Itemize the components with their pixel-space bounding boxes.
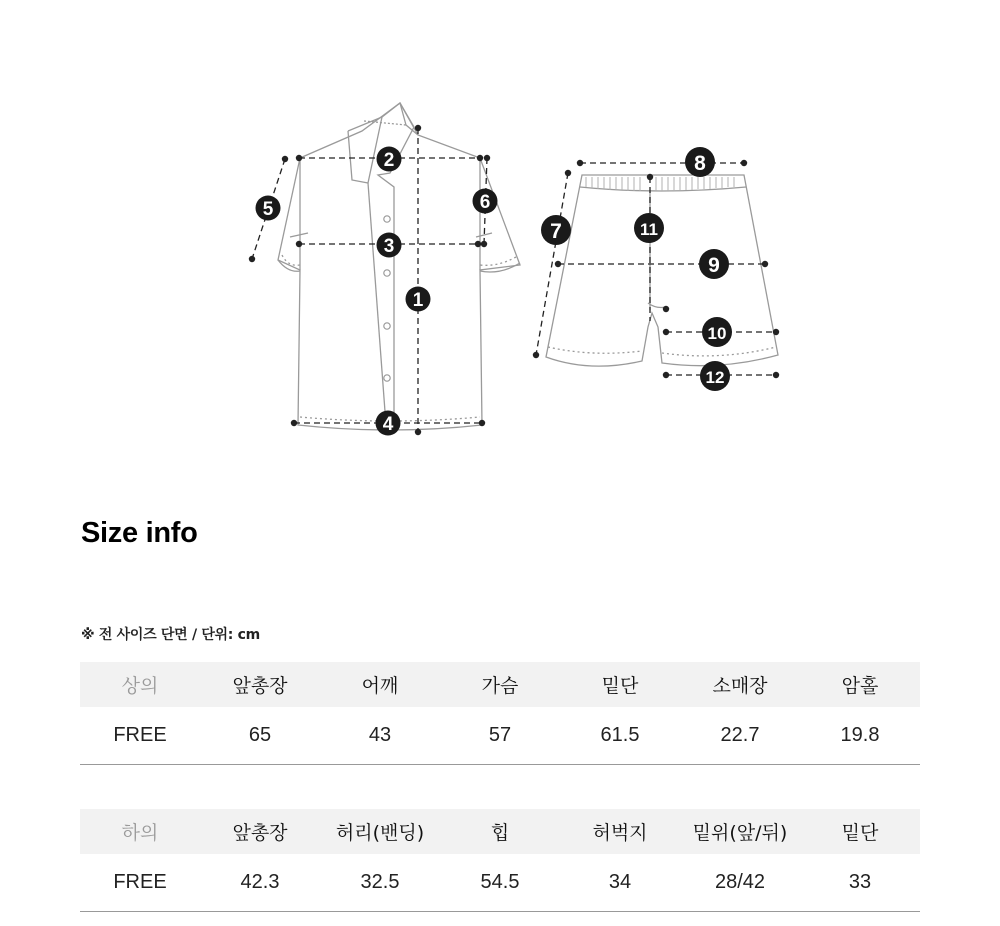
svg-text:10: 10: [707, 324, 727, 343]
value-cell: 28/42: [680, 854, 800, 912]
marker-7: [541, 215, 571, 245]
marker-9: [699, 249, 729, 279]
svg-text:12: 12: [705, 368, 725, 387]
header-category: 상의: [80, 662, 200, 707]
value-cell: 22.7: [680, 707, 800, 765]
header-cell: 가슴: [440, 662, 560, 707]
header-cell: 암홀: [800, 662, 920, 707]
marker-6: [473, 189, 498, 214]
value-cell: 32.5: [320, 854, 440, 912]
table-header-row: [80, 662, 920, 707]
svg-text:5: 5: [262, 199, 274, 220]
header-cell: 소매장: [680, 662, 800, 707]
value-cell: 65: [200, 707, 320, 765]
table-header-row: [80, 809, 920, 854]
marker-11: [634, 213, 664, 243]
shorts-illustration: [546, 175, 778, 366]
measurement-markers: [256, 147, 733, 436]
value-cell: 57: [440, 707, 560, 765]
marker-8: [685, 147, 715, 177]
header-cell: 앞총장: [200, 662, 320, 707]
svg-text:6: 6: [479, 192, 491, 213]
marker-10: [702, 317, 732, 347]
section-title: Size info: [81, 517, 198, 549]
header-cell: 앞총장: [200, 809, 320, 854]
marker-12: [700, 361, 730, 391]
bottom-size-table: [80, 809, 920, 912]
value-cell: 42.3: [200, 854, 320, 912]
size-cell: FREE: [80, 854, 200, 912]
value-cell: 43: [320, 707, 440, 765]
svg-text:1: 1: [412, 290, 424, 311]
measurement-diagram: [230, 95, 790, 445]
svg-text:2: 2: [383, 150, 395, 171]
svg-text:11: 11: [640, 220, 658, 239]
svg-text:8: 8: [694, 152, 706, 175]
svg-text:4: 4: [382, 414, 394, 435]
header-cell: 허벅지: [560, 809, 680, 854]
marker-4: [376, 411, 401, 436]
header-cell: 밑단: [800, 809, 920, 854]
value-cell: 54.5: [440, 854, 560, 912]
top-size-table: [80, 662, 920, 765]
header-cell: 힙: [440, 809, 560, 854]
svg-text:9: 9: [708, 254, 720, 277]
header-cell: 밑단: [560, 662, 680, 707]
marker-3: [377, 233, 402, 258]
measurement-note: ※ 전 사이즈 단면 / 단위: cm: [81, 627, 260, 643]
marker-2: [377, 147, 402, 172]
value-cell: 33: [800, 854, 920, 912]
size-cell: FREE: [80, 707, 200, 765]
svg-text:7: 7: [550, 220, 562, 243]
header-category: 하의: [80, 809, 200, 854]
marker-5: [256, 196, 281, 221]
value-cell: 61.5: [560, 707, 680, 765]
marker-1: [406, 287, 431, 312]
svg-text:3: 3: [383, 236, 395, 257]
header-cell: 어깨: [320, 662, 440, 707]
table-row: [80, 854, 920, 912]
value-cell: 19.8: [800, 707, 920, 765]
value-cell: 34: [560, 854, 680, 912]
header-cell: 허리(밴딩): [320, 809, 440, 854]
table-row: [80, 707, 920, 765]
header-cell: 밑위(앞/뒤): [680, 809, 800, 854]
